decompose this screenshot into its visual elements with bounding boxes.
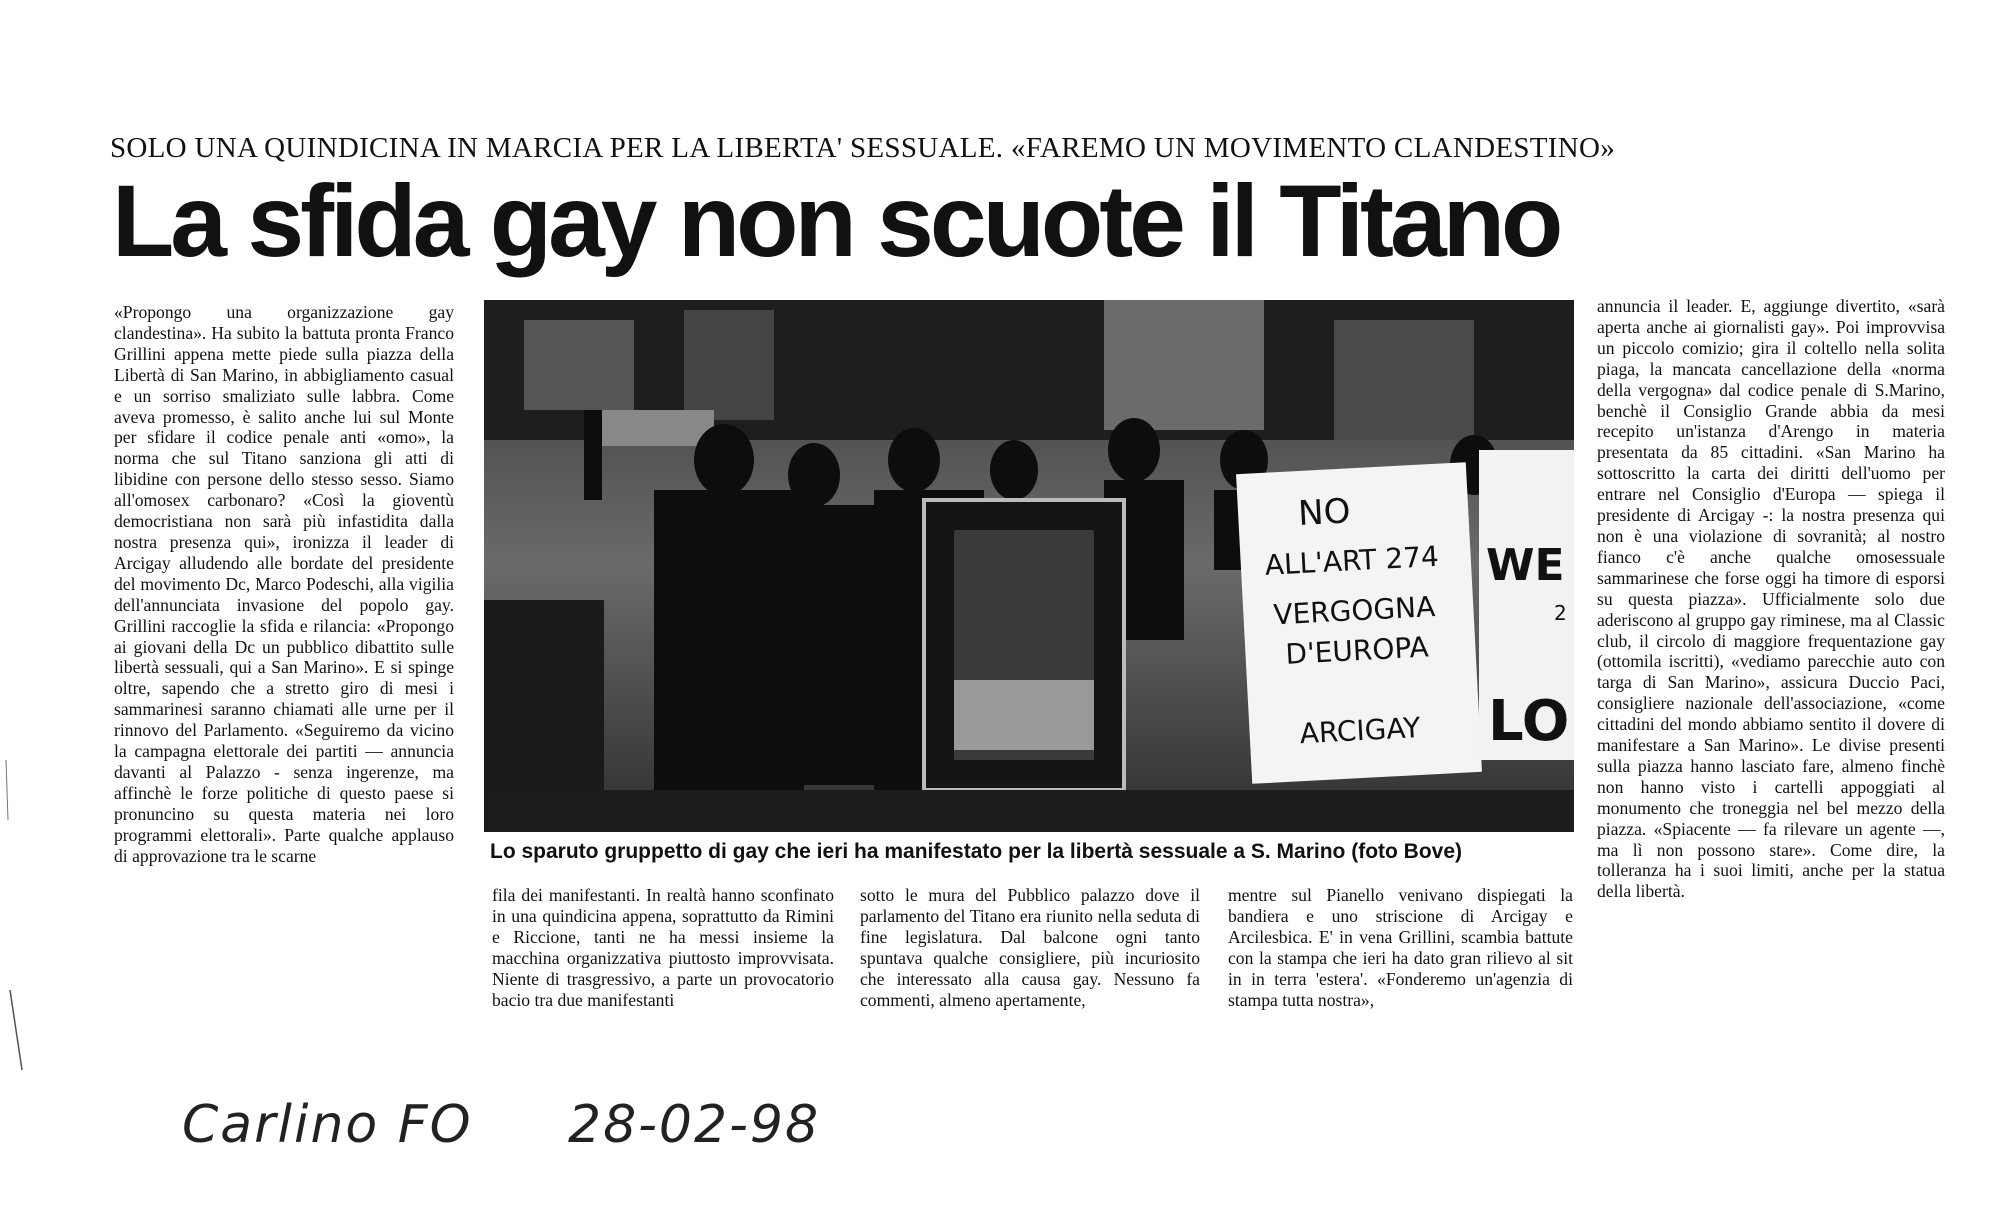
article-column-4: mentre sul Pianello venivano dispiegati la bandiera e uno striscione di Arcigay e Arcilesbica. E' in vena Grillini, scambia battute con la stampa che ieri ha dato gran rilievo al sit in in terra 'estera'. «Fonderemo un'agenzia di stampa tutta nostra», <box>1228 885 1573 1010</box>
article-kicker: SOLO UNA QUINDICINA IN MARCIA PER LA LIBERTA' SESSUALE. «FAREMO UN MOVIMENTO CLANDESTINO» <box>110 132 1616 164</box>
article-column-3: sotto le mura del Pubblico palazzo dove il parlamento del Titano era riunito nella seduta di fine legislatura. Dal balcone ogni tanto spuntava qualche consigliere, più incuriosito che interessato alla causa gay. Nessuno fa commenti, almeno apertamente, <box>860 885 1200 1010</box>
photo-caption: Lo sparuto gruppetto di gay che ieri ha manifestato per la libertà sessuale a S. Marino (foto Bove) <box>490 840 1463 863</box>
sign-line-4: D'EUROPA <box>1284 630 1430 671</box>
article-column-2: fila dei manifestanti. In realtà hanno sconfinato in una quindicina appena, soprattutto da Rimini e Riccione, tanti ne ha messi insieme la macchina organizzativa piuttosto improvvisata. Niente di trasgressivo, a parte un provocatorio bacio tra due manifestanti <box>492 885 834 1010</box>
article-headline: La sfida gay non scuote il Titano <box>112 164 1560 278</box>
sign-line-5: ARCIGAY <box>1298 710 1422 751</box>
sign-line-1: NO <box>1297 491 1352 535</box>
handwritten-source: Carlino FO <box>182 1095 473 1155</box>
handwritten-date: 28-02-98 <box>568 1095 821 1155</box>
sign-line-2: ALL'ART 274 <box>1263 539 1440 582</box>
sign2-line-2: 2 <box>1554 601 1567 625</box>
sign2-line-1: WE <box>1486 540 1565 591</box>
sign-line-3: VERGOGNA <box>1272 590 1436 632</box>
sign2-line-3: LO <box>1488 689 1570 754</box>
article-column-5: annuncia il leader. E, aggiunge divertito, «sarà aperta anche ai giornalisti gay». Poi improvvisa un piccolo comizio; gira il coltello nella solita piaga, la mancata cancellazione della «norma della vergogna» dal codice penale di S.Marino, benchè il Consiglio Grande abbia da mesi recepito un'istanza d'Arengo in materia presentata da 85 cittadini. «San Marino ha sottoscritto la carta dei diritti dell'uomo per entrare nel Consiglio d'Europa — spiega il presidente di Arcigay -: la nostra presenza qui non è una violazione di sovranità; al nostro fianco c'è anche qualche omosessuale sammarinese che forse oggi ha timore di esporsi su questa piazza». Ufficialmente solo due aderiscono al gruppo gay riminese, ma al Classic club, il circolo di maggiore frequentazione gay (ottomila iscritti), «vediamo parecchie auto con targa di San Marino», assicura Duccio Paci, consigliere nazionale dell'associazione, «come cittadini del mondo abbiamo sentito il dovere di manifestare a San Marino». Le divise presenti sulla piazza hanno lasciato fare, almeno finchè non hanno visto i cartelli appoggiati al monumento che troneggia nel bel mezzo della piazza. «Spiacente — fa rilevare un agente —, ma lì non possono stare». Come dire, la tolleranza ha i suoi limiti, anche per la statua della libertà. <box>1597 296 1945 902</box>
protest-photo <box>484 300 1574 832</box>
article-column-1: «Propongo una organizzazione gay clandestina». Ha subito la battuta pronta Franco Grillini appena mette piede sulla piazza della Libertà di San Marino, in abbigliamento casual e un sorriso smaliziato sulle labbra. Come aveva promesso, è salito anche lui sul Monte per sfidare il codice penale anti «omo», la norma che sul Titano sanziona gli atti di libidine con persone dello stesso sesso. Siamo all'omosex carbonaro? «Così la gioventù democristiana non sarà più infastidita dalla nostra presenza qui», ironizza il leader di Arcigay alludendo alle bordate del presidente del movimento Dc, Marco Podeschi, alla vigilia dell'annunciata invasione del popolo gay. Grillini raccoglie la sfida e rilancia: «Propongo ai giovani della Dc un pubblico dibattito sulle libertà sessuali, qui a San Marino». E si spinge oltre, sapendo che a stretto giro di mesi i sammarinesi saranno chiamati alle urne per il rinnovo del Parlamento. «Seguiremo da vicino la campagna elettorale dei partiti — annuncia davanti al Palazzo - senza ingerenze, ma affinchè le forze politiche di questo paese si pronuncino su questa materia nei loro programmi elettorali». Parte qualche applauso di approvazione tra le scarne <box>114 302 454 866</box>
